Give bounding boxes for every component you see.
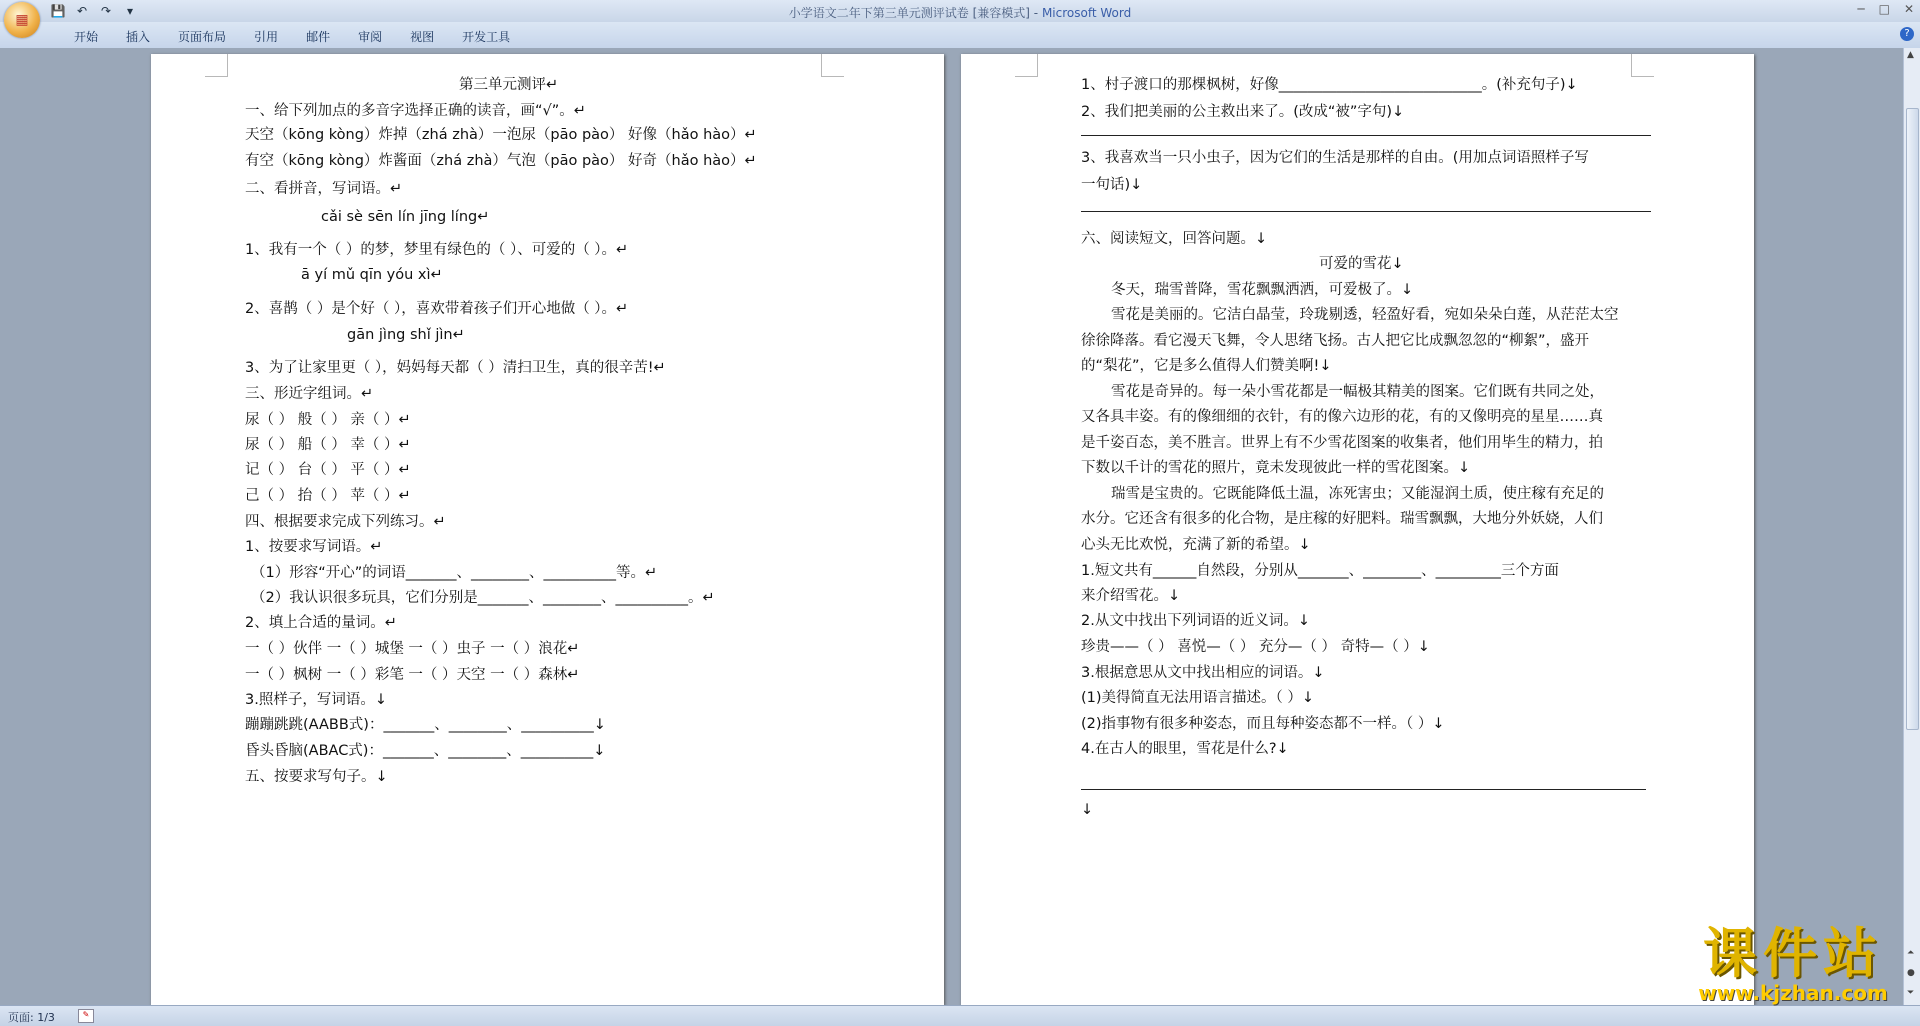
document-line: 天空（kōng kòng）炸掉（zhá zhà）一泡尿（pāo pào） 好像（hǎo hào）↵ [245,127,757,143]
document-line: 来介绍雪花。↓ [1081,588,1181,604]
document-line: 下数以千计的雪花的照片，竟未发现彼此一样的雪花图案。↓ [1081,460,1471,476]
document-line: 第三单元测评↵ [459,77,559,93]
document-line: 1、按要求写词语。↵ [245,539,383,555]
window-title: 小学语文二年下第三单元测评试卷 [兼容模式] - Microsoft Word [788,6,1132,20]
document-line: 一句话)↓ [1081,177,1143,193]
office-button[interactable] [4,2,40,38]
proofing-icon[interactable]: ✎ [78,1009,94,1023]
document-line: 五、按要求写句子。↓ [245,769,388,785]
redo-icon[interactable]: ↷ [100,4,112,18]
document-line: 有空（kōng kòng）炸酱面（zhá zhà）气泡（pāo pào） 好奇（hǎo hào）↵ [245,153,757,169]
document-page-1[interactable] [151,54,944,1005]
document-line: 三、形近字组词。↵ [245,386,374,402]
minimize-button[interactable]: ─ [1857,2,1865,16]
document-line: 2、喜鹊（ ）是个好（ ），喜欢带着孩子们开心地做（ ）。↵ [245,301,629,317]
document-line: 二、看拼音，写词语。↵ [245,181,403,197]
document-line: 2、我们把美丽的公主救出来了。(改成“被”字句)↓ [1081,104,1405,120]
window-controls [1857,2,1914,16]
document-line: 的“梨花”，它是多么值得人们赞美啊!↓ [1081,358,1332,374]
document-line: 一、给下列加点的多音字选择正确的读音，画“√”。↵ [245,103,586,119]
document-line: 3.根据意思从文中找出相应的词语。↓ [1081,665,1325,681]
document-line: 1、村子渡口的那棵枫树，好像____________________________。(补充句子)↓ [1081,77,1578,93]
document-line: 是千姿百态，美不胜言。世界上有不少雪花图案的收集者，他们用毕生的精力，拍 [1081,435,1603,451]
document-line: 瑞雪是宝贵的。它既能降低土温，冻死害虫；又能湿润土质，使庄稼有充足的 [1111,486,1604,502]
document-line: 1、我有一个（ ）的梦，梦里有绿色的（ ）、可爱的（ ）。↵ [245,242,629,258]
ribbon-tab[interactable]: 开发工具 [462,30,511,44]
document-line: 四、根据要求完成下列练习。↵ [245,514,446,530]
document-line: 尿（ ） 般（ ） 亲（ ）↵ [245,412,411,428]
title-bar [0,0,1920,22]
crop-mark [821,54,844,77]
document-workspace [0,48,1904,1005]
ribbon-tab[interactable]: 引用 [254,30,279,44]
customize-qat-icon[interactable]: ▾ [126,4,134,18]
help-icon[interactable]: ? [1900,27,1914,41]
crop-mark [205,54,228,77]
watermark-logo [1668,921,1918,1005]
document-line: （2）我认识很多玩具，它们分别是_______、________、__________。↵ [251,590,715,606]
scroll-up-icon[interactable]: ▲ [1907,50,1914,60]
scroll-thumb[interactable] [1906,108,1919,730]
document-line: 一（ ）伙伴 一（ ）城堡 一（ ）虫子 一（ ）浪花↵ [245,641,580,657]
document-line: 雪花是美丽的。它洁白晶莹，玲珑剔透，轻盈好看，宛如朵朵白莲，从茫茫太空 [1111,307,1619,323]
document-line: 六、阅读短文，回答问题。↓ [1081,231,1268,247]
document-line: 又各具丰姿。有的像细细的衣针，有的像六边形的花，有的又像明亮的星星……真 [1081,409,1603,425]
page-indicator[interactable]: 页面: 1/3 [8,1011,55,1024]
ribbon-tab[interactable]: 视图 [410,30,435,44]
answer-line [1081,211,1651,212]
document-line: 冬天，瑞雪普降，雪花飘飘洒洒，可爱极了。↓ [1111,282,1414,298]
office-logo-icon: ▦ [15,12,29,28]
document-line: 3.照样子，写词语。↓ [245,692,387,708]
document-line: 徐徐降落。看它漫天飞舞，令人思绪飞扬。古人把它比成飘忽忽的“柳絮”，盛开 [1081,333,1590,349]
document-line: 心头无比欢悦，充满了新的希望。↓ [1081,537,1311,553]
document-line: （1）形容“开心”的词语_______、________、__________等。↵ [251,565,658,581]
crop-mark [1015,54,1038,77]
save-icon[interactable]: 💾 [50,4,66,18]
document-line: gān jìng shǐ jìn↵ [347,327,465,343]
document-line: 昏头昏脑(ABAC式)：_______、________、__________↓ [245,743,606,759]
document-line: (1)美得简直无法用语言描述。（ ）↓ [1081,690,1315,706]
ribbon-tab[interactable]: 开始 [74,30,99,44]
document-line: 记（ ） 台（ ） 平（ ）↵ [245,462,411,478]
undo-icon[interactable]: ↶ [76,4,88,18]
vertical-scrollbar[interactable] [1903,48,1920,1005]
ribbon-tabs [0,22,1920,49]
document-line: 可爱的雪花↓ [1319,256,1404,272]
answer-line [1081,135,1651,136]
document-line: 尿（ ） 船（ ） 幸（ ）↵ [245,437,411,453]
document-line: 1.短文共有______自然段，分别从_______、________、_________三个方面 [1081,563,1559,579]
document-line: 3、我喜欢当一只小虫子，因为它们的生活是那样的自由。(用加点词语照样子写 [1081,150,1589,166]
document-line: 一（ ）枫树 一（ ）彩笔 一（ ）天空 一（ ）森林↵ [245,667,580,683]
browse-object-icon[interactable]: ● [1907,968,1915,978]
document-line: ↓ [1081,802,1094,818]
document-line: (2)指事物有很多种姿态，而且每种姿态都不一样。（ ）↓ [1081,716,1445,732]
document-line: 蹦蹦跳跳(AABB式)：_______、________、__________↓ [245,717,606,733]
next-page-icon[interactable]: ⏷ [1907,988,1915,998]
document-line: 雪花是奇异的。每一朵小雪花都是一幅极其精美的图案。它们既有共同之处， [1111,384,1604,400]
app-name: Microsoft Word [1041,6,1132,20]
document-line: 珍贵——（ ） 喜悦—（ ） 充分—（ ） 奇特—（ ）↓ [1081,639,1430,655]
document-line: 2.从文中找出下列词语的近义词。↓ [1081,613,1310,629]
ribbon-tab[interactable]: 插入 [126,30,151,44]
document-title: 小学语文二年下第三单元测评试卷 [兼容模式] [788,6,1030,20]
document-line: ā yí mǔ qīn yóu xì↵ [301,267,443,283]
status-bar [0,1005,1920,1026]
watermark-url: www.kjzhan.com [1698,981,1888,1005]
watermark-brand: 课件站 [1703,921,1883,985]
ribbon-tab[interactable]: 邮件 [306,30,331,44]
document-page-2[interactable] [961,54,1754,1005]
prev-page-icon[interactable]: ⏶ [1907,948,1915,958]
document-line: 水分。它还含有很多的化合物，是庄稼的好肥料。瑞雪飘飘，大地分外妖娆，人们 [1081,511,1603,527]
maximize-button[interactable]: □ [1878,2,1890,16]
document-line: cǎi sè sēn lín jīng líng↵ [321,209,490,225]
ribbon-tab[interactable]: 页面布局 [178,30,227,44]
crop-mark [1631,54,1654,77]
document-line: 2、填上合适的量词。↵ [245,615,397,631]
ribbon-tab[interactable]: 审阅 [358,30,383,44]
document-line: 己（ ） 抬（ ） 苹（ ）↵ [245,488,411,504]
document-line: 4.在古人的眼里，雪花是什么?↓ [1081,741,1289,757]
document-line: 3、为了让家里更（ ），妈妈每天都（ ）清扫卫生，真的很辛苦!↵ [245,360,666,376]
close-button[interactable]: ✕ [1903,2,1914,16]
answer-line [1081,789,1646,790]
